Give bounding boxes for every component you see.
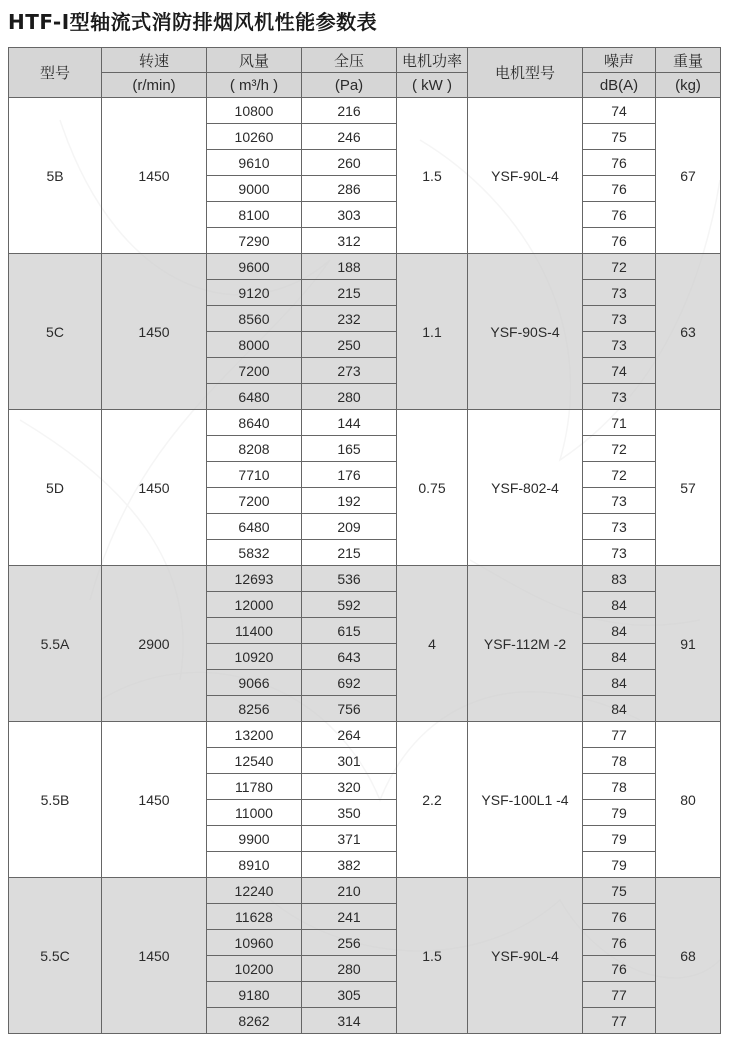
power-cell: 1.5 — [397, 878, 468, 1034]
pressure-cell: 256 — [302, 930, 397, 956]
airflow-cell: 10800 — [207, 98, 302, 124]
motor-cell: YSF-90S-4 — [468, 254, 583, 410]
noise-cell: 73 — [583, 514, 656, 540]
noise-cell: 72 — [583, 462, 656, 488]
airflow-cell: 7200 — [207, 358, 302, 384]
noise-cell: 83 — [583, 566, 656, 592]
weight-cell: 68 — [656, 878, 721, 1034]
weight-cell: 80 — [656, 722, 721, 878]
noise-cell: 84 — [583, 696, 656, 722]
noise-cell: 76 — [583, 150, 656, 176]
header-airflow: 风量 — [207, 48, 302, 73]
airflow-cell: 8560 — [207, 306, 302, 332]
weight-cell: 57 — [656, 410, 721, 566]
airflow-cell: 11628 — [207, 904, 302, 930]
noise-cell: 78 — [583, 748, 656, 774]
noise-cell: 73 — [583, 540, 656, 566]
weight-cell: 67 — [656, 98, 721, 254]
pressure-cell: 215 — [302, 540, 397, 566]
weight-cell: 63 — [656, 254, 721, 410]
power-cell: 1.5 — [397, 98, 468, 254]
noise-cell: 76 — [583, 228, 656, 254]
noise-cell: 79 — [583, 800, 656, 826]
airflow-cell: 11000 — [207, 800, 302, 826]
airflow-cell: 10960 — [207, 930, 302, 956]
spec-table — [8, 47, 721, 1034]
noise-cell: 74 — [583, 98, 656, 124]
noise-cell: 73 — [583, 488, 656, 514]
pressure-cell: 260 — [302, 150, 397, 176]
pressure-cell: 382 — [302, 852, 397, 878]
pressure-cell: 756 — [302, 696, 397, 722]
pressure-cell: 301 — [302, 748, 397, 774]
speed-cell: 1450 — [102, 254, 207, 410]
power-cell: 2.2 — [397, 722, 468, 878]
noise-cell: 77 — [583, 722, 656, 748]
table-row — [9, 410, 721, 436]
pressure-cell: 350 — [302, 800, 397, 826]
airflow-cell: 7200 — [207, 488, 302, 514]
noise-cell: 76 — [583, 202, 656, 228]
power-cell: 0.75 — [397, 410, 468, 566]
pressure-cell: 312 — [302, 228, 397, 254]
fan-group — [9, 98, 721, 254]
airflow-cell: 12693 — [207, 566, 302, 592]
table-header — [9, 48, 721, 98]
header-motor: 电机型号 — [468, 48, 583, 98]
table-row — [9, 878, 721, 904]
table-row — [9, 722, 721, 748]
airflow-cell: 7710 — [207, 462, 302, 488]
pressure-cell: 592 — [302, 592, 397, 618]
fan-group — [9, 254, 721, 410]
motor-cell: YSF-90L-4 — [468, 98, 583, 254]
airflow-cell: 10200 — [207, 956, 302, 982]
table-row — [9, 98, 721, 124]
speed-cell: 2900 — [102, 566, 207, 722]
airflow-cell: 7290 — [207, 228, 302, 254]
header-model: 型号 — [9, 48, 102, 98]
speed-cell: 1450 — [102, 410, 207, 566]
airflow-cell: 13200 — [207, 722, 302, 748]
pressure-cell: 165 — [302, 436, 397, 462]
pressure-cell: 246 — [302, 124, 397, 150]
noise-cell: 84 — [583, 644, 656, 670]
airflow-cell: 6480 — [207, 384, 302, 410]
noise-cell: 84 — [583, 670, 656, 696]
noise-cell: 72 — [583, 436, 656, 462]
pressure-cell: 210 — [302, 878, 397, 904]
header-pressure: 全压 — [302, 48, 397, 73]
weight-cell: 91 — [656, 566, 721, 722]
airflow-cell: 8000 — [207, 332, 302, 358]
airflow-cell: 8256 — [207, 696, 302, 722]
fan-group — [9, 722, 721, 878]
noise-cell: 77 — [583, 982, 656, 1008]
airflow-cell: 6480 — [207, 514, 302, 540]
noise-cell: 73 — [583, 384, 656, 410]
airflow-cell: 9000 — [207, 176, 302, 202]
header-speed: 转速 — [102, 48, 207, 73]
power-cell: 1.1 — [397, 254, 468, 410]
airflow-cell: 9180 — [207, 982, 302, 1008]
noise-cell: 76 — [583, 956, 656, 982]
model-cell: 5D — [9, 410, 102, 566]
airflow-cell: 10260 — [207, 124, 302, 150]
airflow-cell: 8910 — [207, 852, 302, 878]
page-title: HTF-I型轴流式消防排烟风机性能参数表 — [8, 10, 378, 34]
airflow-cell: 8100 — [207, 202, 302, 228]
pressure-cell: 286 — [302, 176, 397, 202]
pressure-cell: 176 — [302, 462, 397, 488]
pressure-cell: 280 — [302, 384, 397, 410]
airflow-cell: 5832 — [207, 540, 302, 566]
noise-cell: 75 — [583, 124, 656, 150]
noise-cell: 76 — [583, 176, 656, 202]
speed-cell: 1450 — [102, 722, 207, 878]
airflow-cell: 8208 — [207, 436, 302, 462]
header-speed-unit: (r/min) — [102, 73, 207, 98]
pressure-cell: 188 — [302, 254, 397, 280]
noise-cell: 79 — [583, 826, 656, 852]
table-row — [9, 566, 721, 592]
airflow-cell: 8640 — [207, 410, 302, 436]
pressure-cell: 536 — [302, 566, 397, 592]
pressure-cell: 209 — [302, 514, 397, 540]
header-pressure-unit: (Pa) — [302, 73, 397, 98]
airflow-cell: 9120 — [207, 280, 302, 306]
motor-cell: YSF-112M -2 — [468, 566, 583, 722]
header-power: 电机功率 — [397, 48, 468, 73]
pressure-cell: 241 — [302, 904, 397, 930]
airflow-cell: 10920 — [207, 644, 302, 670]
power-cell: 4 — [397, 566, 468, 722]
noise-cell: 73 — [583, 280, 656, 306]
fan-group — [9, 410, 721, 566]
pressure-cell: 216 — [302, 98, 397, 124]
motor-cell: YSF-90L-4 — [468, 878, 583, 1034]
pressure-cell: 305 — [302, 982, 397, 1008]
airflow-cell: 12540 — [207, 748, 302, 774]
pressure-cell: 192 — [302, 488, 397, 514]
noise-cell: 77 — [583, 1008, 656, 1034]
motor-cell: YSF-802-4 — [468, 410, 583, 566]
header-power-unit: ( kW ) — [397, 73, 468, 98]
pressure-cell: 250 — [302, 332, 397, 358]
pressure-cell: 615 — [302, 618, 397, 644]
speed-cell: 1450 — [102, 878, 207, 1034]
model-cell: 5B — [9, 98, 102, 254]
noise-cell: 72 — [583, 254, 656, 280]
airflow-cell: 11780 — [207, 774, 302, 800]
fan-group — [9, 878, 721, 1034]
noise-cell: 75 — [583, 878, 656, 904]
header-airflow-unit: ( m³/h ) — [207, 73, 302, 98]
header-weight-unit: (kg) — [656, 73, 721, 98]
speed-cell: 1450 — [102, 98, 207, 254]
pressure-cell: 273 — [302, 358, 397, 384]
noise-cell: 71 — [583, 410, 656, 436]
model-cell: 5.5A — [9, 566, 102, 722]
pressure-cell: 280 — [302, 956, 397, 982]
header-noise: 噪声 — [583, 48, 656, 73]
table-row — [9, 254, 721, 280]
pressure-cell: 371 — [302, 826, 397, 852]
airflow-cell: 9066 — [207, 670, 302, 696]
pressure-cell: 264 — [302, 722, 397, 748]
noise-cell: 79 — [583, 852, 656, 878]
model-cell: 5.5B — [9, 722, 102, 878]
airflow-cell: 9900 — [207, 826, 302, 852]
header-weight: 重量 — [656, 48, 721, 73]
noise-cell: 73 — [583, 306, 656, 332]
noise-cell: 84 — [583, 618, 656, 644]
pressure-cell: 215 — [302, 280, 397, 306]
noise-cell: 84 — [583, 592, 656, 618]
motor-cell: YSF-100L1 -4 — [468, 722, 583, 878]
pressure-cell: 320 — [302, 774, 397, 800]
header-noise-unit: dB(A) — [583, 73, 656, 98]
noise-cell: 76 — [583, 930, 656, 956]
airflow-cell: 12240 — [207, 878, 302, 904]
pressure-cell: 232 — [302, 306, 397, 332]
pressure-cell: 303 — [302, 202, 397, 228]
airflow-cell: 12000 — [207, 592, 302, 618]
pressure-cell: 643 — [302, 644, 397, 670]
noise-cell: 74 — [583, 358, 656, 384]
noise-cell: 73 — [583, 332, 656, 358]
airflow-cell: 9600 — [207, 254, 302, 280]
airflow-cell: 9610 — [207, 150, 302, 176]
pressure-cell: 144 — [302, 410, 397, 436]
fan-group — [9, 566, 721, 722]
airflow-cell: 11400 — [207, 618, 302, 644]
model-cell: 5C — [9, 254, 102, 410]
pressure-cell: 692 — [302, 670, 397, 696]
model-cell: 5.5C — [9, 878, 102, 1034]
pressure-cell: 314 — [302, 1008, 397, 1034]
airflow-cell: 8262 — [207, 1008, 302, 1034]
noise-cell: 78 — [583, 774, 656, 800]
noise-cell: 76 — [583, 904, 656, 930]
